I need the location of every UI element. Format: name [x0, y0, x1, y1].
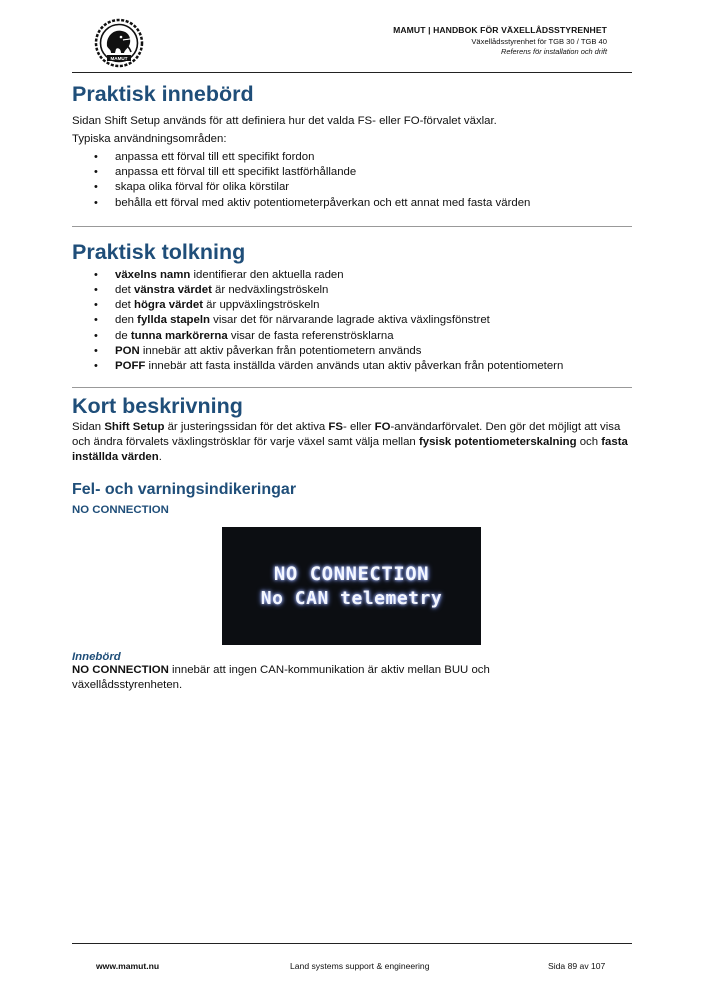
- section1-intro: Sidan Shift Setup används för att definiera hur det valda FS- eller FO-förvalet växlar.: [72, 115, 497, 127]
- section1-lead: Typiska användningsområden:: [72, 133, 227, 145]
- header-title: MAMUT | HANDBOK FÖR VÄXELLÅDSSTYRENHET: [393, 25, 607, 35]
- section-heading-praktisk-innebord: Praktisk innebörd: [72, 82, 254, 106]
- section-divider: [72, 387, 632, 388]
- list-item: • POFF innebär att fasta inställda värden används utan aktiv påverkan från potentiometern: [115, 359, 632, 374]
- usage-list: [72, 150, 632, 211]
- meaning-heading: Innebörd: [72, 651, 121, 664]
- page-header: [72, 14, 631, 72]
- footer-page-number: Sida 89 av 107: [548, 961, 606, 971]
- list-item: • den fyllda stapeln visar det för närvarande lagrade aktiva växlingsfönstret: [115, 313, 632, 328]
- section-divider: [72, 226, 632, 227]
- footer-tagline: Land systems support & engineering: [290, 961, 430, 971]
- warning-title: NO CONNECTION: [72, 504, 169, 517]
- section-heading-praktisk-tolkning: Praktisk tolkning: [72, 239, 246, 264]
- screen-line-2: No CAN telemetry: [260, 588, 443, 610]
- list-item: • det vänstra värdet är nedväxlingströskeln: [115, 283, 632, 298]
- interpretation-list: [72, 268, 632, 374]
- screen-line-1: NO CONNECTION: [273, 563, 430, 586]
- list-item: • de tunna markörerna visar de fasta referenströsklarna: [115, 329, 632, 344]
- list-item: • växelns namn identifierar den aktuella raden: [115, 268, 632, 283]
- svg-text:MAMUT: MAMUT: [110, 55, 128, 61]
- list-item: • det högra värdet är uppväxlingströskeln: [115, 298, 632, 313]
- list-item: • PON innebär att aktiv påverkan från potentiometern används: [115, 344, 632, 359]
- page-content: [72, 80, 632, 693]
- footer-divider: [72, 943, 632, 944]
- display-screenshot: [222, 527, 481, 645]
- list-item: • anpassa ett förval till ett specifikt lastförhållande: [115, 165, 632, 180]
- section-heading-kort-beskrivning: Kort beskrivning: [72, 394, 243, 419]
- mamut-logo: [94, 18, 144, 68]
- footer-website: www.mamut.nu: [96, 961, 160, 971]
- list-item: • anpassa ett förval till ett specifikt fordon: [115, 150, 632, 165]
- meaning-text: NO CONNECTION innebär att ingen CAN-kommunikation är aktiv mellan BUU och växellådsstyrenheten.: [72, 664, 490, 692]
- list-item: • skapa olika förval för olika körstilar: [115, 180, 632, 195]
- section3-paragraph: Sidan Shift Setup är justeringssidan för det aktiva FS- eller FO-användarförvalet. Den gör det möjligt att visa och ändra förvalets växlingströsklar för varje växel samt välja mellan fysisk potentiometerskalning och fasta inställda värden.: [72, 421, 628, 464]
- header-subtitle: Växellådsstyrenhet för TGB 30 / TGB 40: [471, 37, 607, 46]
- list-item: • behålla ett förval med aktiv potentiometerpåverkan och ett annat med fasta värden: [115, 196, 632, 211]
- header-subtitle-2: Referens för installation och drift: [501, 47, 607, 56]
- subsection-heading-warnings: Fel- och varningsindikeringar: [72, 481, 297, 499]
- header-divider: [72, 72, 632, 73]
